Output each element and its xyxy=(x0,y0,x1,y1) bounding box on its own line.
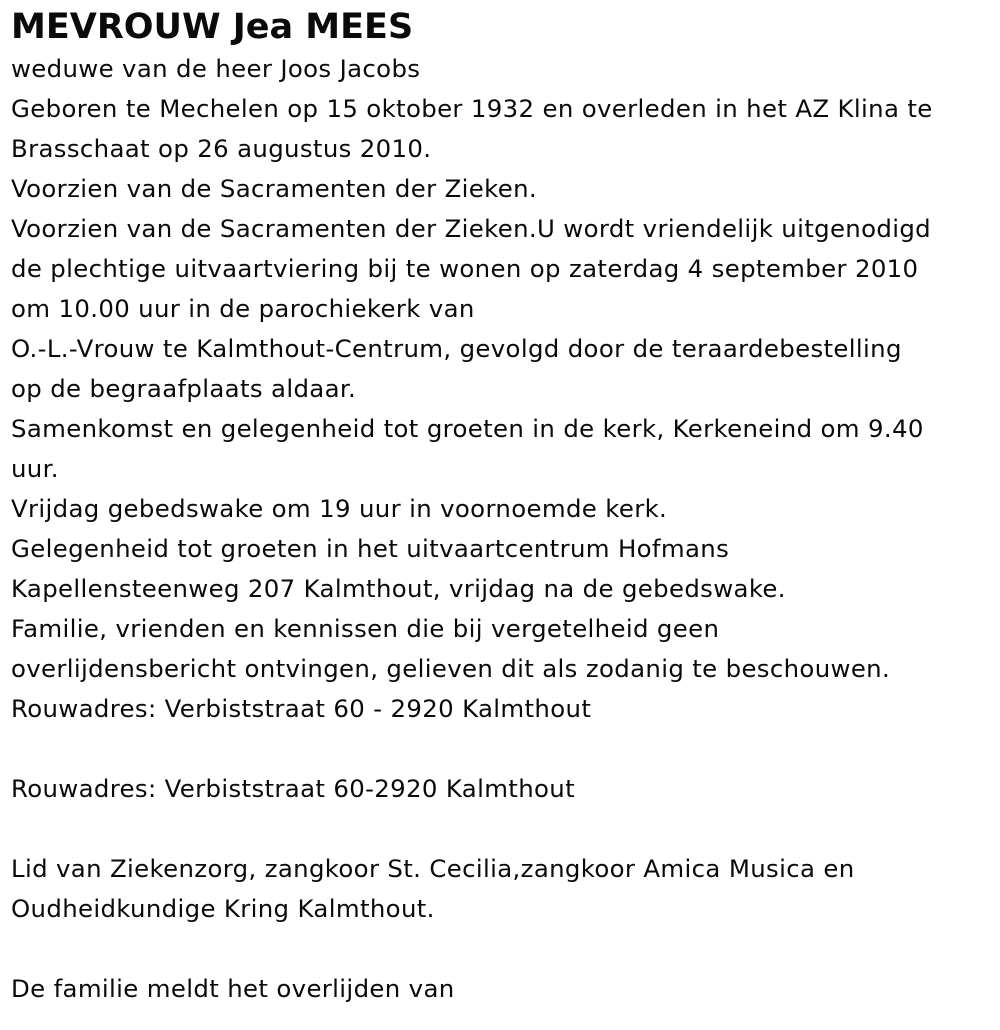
blank-line xyxy=(11,809,996,849)
memberships-line-1: Lid van Ziekenzorg, zangkoor St. Cecilia,zangkoor Amica Musica en xyxy=(11,854,855,883)
notice-line-2: overlijdensbericht ontvingen, gelieven dit als zodanig te beschouwen. xyxy=(11,654,891,683)
gathering-line-1: Samenkomst en gelegenheid tot groeten in de kerk, Kerkeneind om 9.40 xyxy=(11,414,924,443)
invitation-line-3: om 10.00 uur in de parochiekerk van xyxy=(11,294,475,323)
mourning-address-1: Rouwadres: Verbiststraat 60 - 2920 Kalmthout xyxy=(11,694,592,723)
condolence-line-2: Kapellensteenweg 207 Kalmthout, vrijdag na de gebedswake. xyxy=(11,574,786,603)
invitation-line-1: Voorzien van de Sacramenten der Zieken.U wordt vriendelijk uitgenodigd xyxy=(11,214,932,243)
vigil-line: Vrijdag gebedswake om 19 uur in voornoemde kerk. xyxy=(11,494,668,523)
widow-of-line: weduwe van de heer Joos Jacobs xyxy=(11,54,421,83)
blank-line xyxy=(11,729,996,769)
gathering-line-2: uur. xyxy=(11,454,59,483)
memberships-line-2: Oudheidkundige Kring Kalmthout. xyxy=(11,894,435,923)
birth-death-line-2: Brasschaat op 26 augustus 2010. xyxy=(11,134,432,163)
blank-line xyxy=(11,929,996,969)
notice-line-1: Familie, vrienden en kennissen die bij vergetelheid geen xyxy=(11,614,720,643)
obituary-body xyxy=(11,49,996,1009)
invitation-line-4: O.-L.-Vrouw te Kalmthout-Centrum, gevolgd door de teraardebestelling xyxy=(11,334,902,363)
obituary-notice xyxy=(11,6,996,1009)
deceased-name-title: MEVROUW Jea MEES xyxy=(11,7,414,47)
family-announcement-line: De familie meldt het overlijden van xyxy=(11,974,455,1003)
condolence-line-1: Gelegenheid tot groeten in het uitvaartcentrum Hofmans xyxy=(11,534,730,563)
invitation-line-2: de plechtige uitvaartviering bij te wonen op zaterdag 4 september 2010 xyxy=(11,254,919,283)
mourning-address-2: Rouwadres: Verbiststraat 60-2920 Kalmthout xyxy=(11,774,576,803)
invitation-line-5: op de begraafplaats aldaar. xyxy=(11,374,357,403)
birth-death-line-1: Geboren te Mechelen op 15 oktober 1932 en overleden in het AZ Klina te xyxy=(11,94,933,123)
sacraments-line: Voorzien van de Sacramenten der Zieken. xyxy=(11,174,537,203)
